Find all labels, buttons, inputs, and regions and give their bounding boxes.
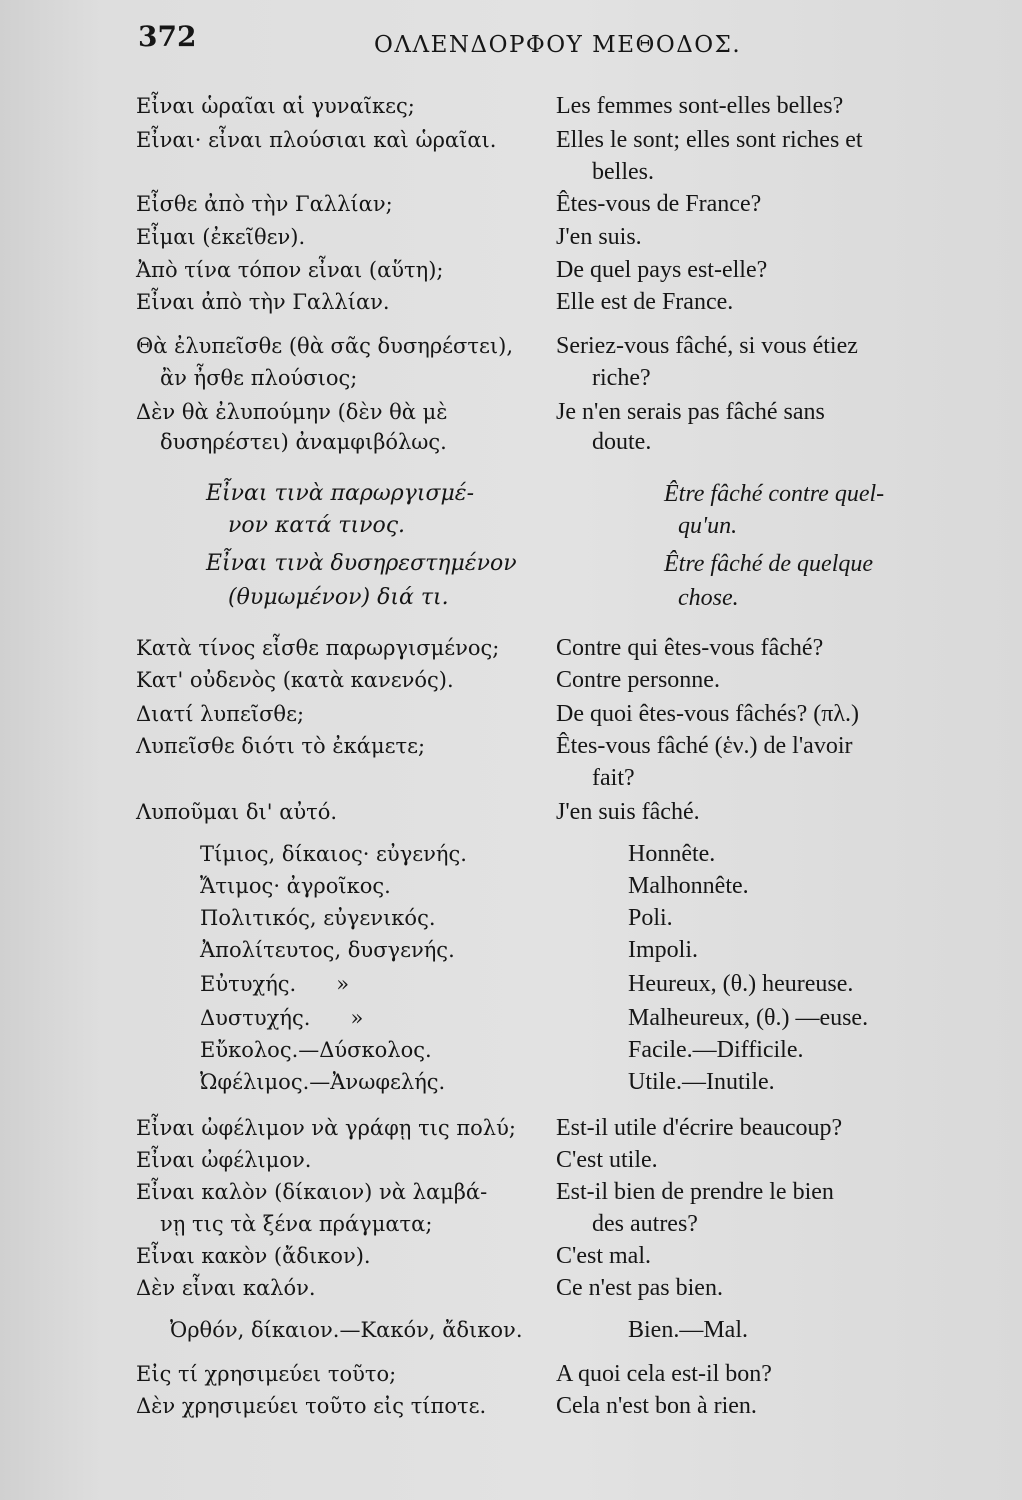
text-line: [0, 582, 1022, 614]
greek-text: Εὔκολος.—Δύσκολος.: [200, 1038, 432, 1062]
text-line: [0, 1066, 1022, 1098]
text-line: [0, 221, 1022, 253]
greek-text: νῃ τις τὰ ξένα πράγματα;: [160, 1212, 433, 1236]
greek-text: Εἶναι κακὸν (ἄδικον).: [136, 1244, 371, 1268]
greek-text: ἂν ἦσθε πλούσιος;: [160, 366, 358, 390]
greek-text: Δὲν εἶναι καλόν.: [136, 1276, 316, 1300]
greek-text: Εἶναι ὠφέλιμον.: [136, 1148, 312, 1172]
french-text: Elle est de France.: [556, 289, 734, 315]
french-text: Ce n'est pas bien.: [556, 1275, 723, 1301]
french-text: Poli.: [628, 905, 673, 931]
french-text: Est-il utile d'écrire beaucoup?: [556, 1115, 843, 1141]
greek-text: Ὠφέλιμος.—Ἀνωφελής.: [200, 1070, 446, 1094]
text-line: [0, 1272, 1022, 1304]
greek-text: Εἶναι ὡραῖαι αἱ γυναῖκες;: [136, 94, 415, 118]
french-text: Contre personne.: [556, 667, 720, 693]
greek-text: Εὐτυχής. »: [200, 972, 350, 996]
text-line: [0, 870, 1022, 902]
french-text: Impoli.: [628, 937, 698, 963]
page-number: 372: [138, 20, 197, 53]
french-text: Je n'en serais pas fâché sans: [556, 399, 825, 425]
text-line: [0, 1390, 1022, 1422]
text-line: [0, 510, 1022, 542]
text-line: [0, 1358, 1022, 1390]
greek-text: Διατί λυπεῖσθε;: [136, 702, 305, 726]
text-line: [0, 1240, 1022, 1272]
french-text: Seriez-vous fâché, si vous étiez: [556, 333, 858, 359]
text-line: [0, 156, 1022, 188]
french-text: Cela n'est bon à rien.: [556, 1393, 757, 1419]
greek-text: Κατ' οὐδενὸς (κατὰ κανενός).: [136, 668, 454, 692]
text-line: [0, 1034, 1022, 1066]
french-text: Honnête.: [628, 841, 716, 867]
greek-text: Εἰς τί χρησιμεύει τοῦτο;: [136, 1362, 397, 1386]
greek-text: Εἶναι ἀπὸ τὴν Γαλλίαν.: [136, 290, 390, 314]
french-text: Les femmes sont-elles belles?: [556, 93, 844, 119]
text-line: [0, 330, 1022, 362]
text-line: [0, 478, 1022, 510]
text-line: [0, 902, 1022, 934]
french-text: Malheureux, (θ.) —euse.: [628, 1005, 869, 1031]
greek-text: Τίμιος, δίκαιος· εὐγενής.: [200, 842, 467, 866]
greek-text: Εἶναι τινὰ δυσηρεστημένον: [206, 551, 517, 576]
greek-text: Εἶσθε ἀπὸ τὴν Γαλλίαν;: [136, 192, 393, 216]
french-text: De quoi êtes-vous fâchés? (πλ.): [556, 701, 859, 727]
greek-text: (θυμωμένον) διά τι.: [228, 585, 449, 610]
greek-text: Ἀπολίτευτος, δυσγενής.: [200, 938, 455, 962]
french-text: C'est utile.: [556, 1147, 658, 1173]
greek-text: Δὲν θὰ ἐλυπούμην (δὲν θὰ μὲ: [136, 400, 448, 424]
french-text: Malhonnête.: [628, 873, 749, 899]
greek-text: Δυστυχής. »: [200, 1006, 364, 1030]
text-line: [0, 664, 1022, 696]
text-line: [0, 188, 1022, 220]
text-line: [0, 1208, 1022, 1240]
french-text: Contre qui êtes-vous fâché?: [556, 635, 824, 661]
greek-text: Λυποῦμαι δι' αὐτό.: [136, 800, 338, 824]
greek-text: Δὲν χρησιμεύει τοῦτο εἰς τίποτε.: [136, 1394, 487, 1418]
text-line: [0, 934, 1022, 966]
french-text: des autres?: [592, 1211, 698, 1237]
text-line: [0, 1002, 1022, 1034]
french-text: Utile.—Inutile.: [628, 1069, 775, 1095]
french-text: Être fâché contre quel-: [664, 481, 885, 507]
greek-text: Εἶμαι (ἐκεῖθεν).: [136, 225, 306, 249]
text-line: [0, 1144, 1022, 1176]
greek-text: Εἶναι· εἶναι πλούσιαι καὶ ὡραῖαι.: [136, 128, 497, 152]
text-line: [0, 1176, 1022, 1208]
french-text: Est-il bien de prendre le bien: [556, 1179, 834, 1205]
french-text: J'en suis.: [556, 224, 642, 250]
french-text: belles.: [592, 159, 654, 185]
french-text: J'en suis fâché.: [556, 799, 700, 825]
greek-text: Θὰ ἐλυπεῖσθε (θὰ σᾶς δυσηρέστει),: [136, 334, 513, 358]
text-line: [0, 838, 1022, 870]
french-text: A quoi cela est-il bon?: [556, 1361, 772, 1387]
text-line: [0, 730, 1022, 762]
french-text: Heureux, (θ.) heureuse.: [628, 971, 854, 997]
french-text: Bien.—Mal.: [628, 1317, 748, 1343]
text-line: [0, 698, 1022, 730]
greek-text: Κατὰ τίνος εἶσθε παρωργισμένος;: [136, 636, 500, 660]
greek-text: Εἶναι τινὰ παρωργισμέ-: [206, 481, 475, 506]
french-text: C'est mal.: [556, 1243, 651, 1269]
text-line: [0, 1112, 1022, 1144]
french-text: chose.: [678, 585, 739, 611]
greek-text: νον κατά τινος.: [228, 513, 406, 538]
text-line: [0, 762, 1022, 794]
text-line: [0, 426, 1022, 458]
french-text: fait?: [592, 765, 635, 791]
french-text: Facile.—Difficile.: [628, 1037, 804, 1063]
greek-text: δυσηρέστει) ἀναμφιβόλως.: [160, 430, 447, 454]
greek-text: Ἀπὸ τίνα τόπον εἶναι (αὕτη);: [136, 258, 444, 282]
text-line: [0, 286, 1022, 318]
french-text: Êtes-vous de France?: [556, 191, 762, 217]
greek-text: Ἄτιμος· ἀγροῖκος.: [200, 874, 391, 898]
french-text: Elles le sont; elles sont riches et: [556, 127, 863, 153]
text-line: [0, 254, 1022, 286]
greek-text: Λυπεῖσθε διότι τὸ ἐκάμετε;: [136, 734, 426, 758]
text-line: [0, 1314, 1022, 1346]
french-text: De quel pays est-elle?: [556, 257, 768, 283]
text-line: [0, 968, 1022, 1000]
text-line: [0, 548, 1022, 580]
text-line: [0, 362, 1022, 394]
text-line: [0, 396, 1022, 428]
text-line: [0, 632, 1022, 664]
running-title: ΟΛΛΕΝΔΟΡΦΟΥ ΜΕΘΟΔΟΣ.: [374, 32, 742, 58]
french-text: Être fâché de quelque: [664, 551, 874, 577]
greek-text: Πολιτικός, εὐγενικός.: [200, 906, 436, 930]
greek-text: Εἶναι καλὸν (δίκαιον) νὰ λαμβά-: [136, 1180, 488, 1204]
french-text: qu'un.: [678, 513, 738, 539]
french-text: riche?: [592, 365, 651, 391]
french-text: doute.: [592, 429, 652, 455]
text-line: [0, 90, 1022, 122]
text-line: [0, 124, 1022, 156]
greek-text: Εἶναι ὠφέλιμον νὰ γράφῃ τις πολύ;: [136, 1116, 516, 1140]
french-text: Êtes-vous fâché (ἑν.) de l'avoir: [556, 733, 853, 759]
text-line: [0, 796, 1022, 828]
greek-text: Ὀρθόν, δίκαιον.—Κακόν, ἄδικον.: [170, 1318, 523, 1342]
